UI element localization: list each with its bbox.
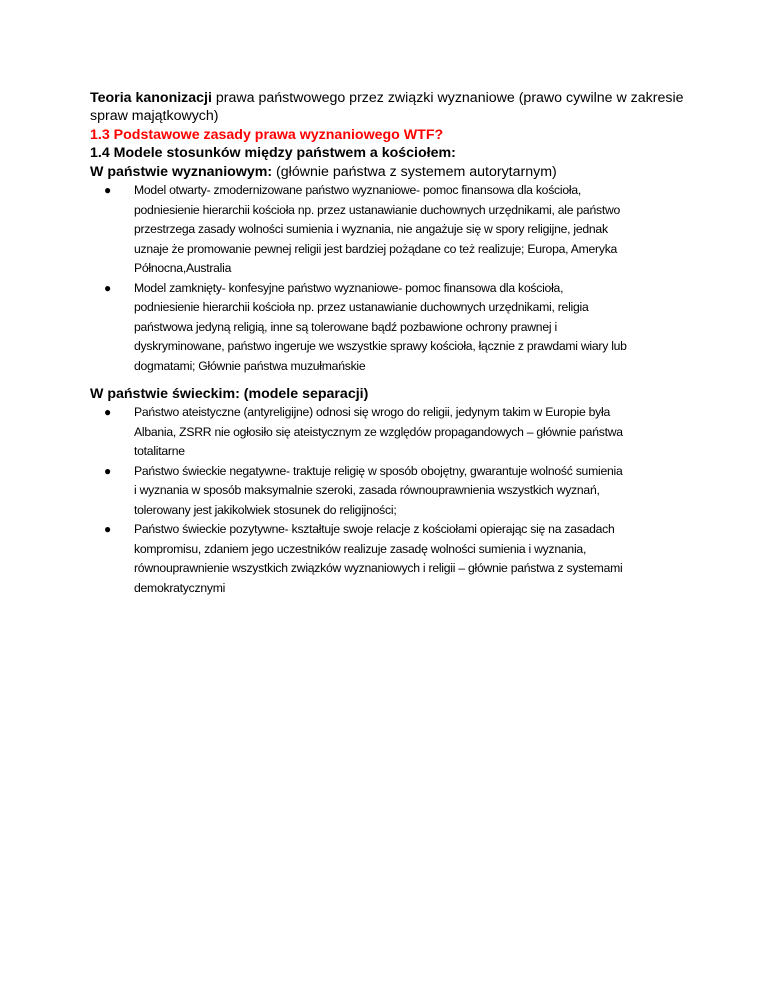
intro-text: prawa państwowego przez związki wyznaniowe (prawo cywilne w zakresie: [211, 90, 684, 106]
confessional-models-list: [90, 181, 690, 376]
list-item-line: Model otwarty- zmodernizowane państwo wyznaniowe- pomoc finansowa dla kościoła,: [134, 183, 581, 198]
intro-bold-term: Teoria kanonizacji: [90, 90, 212, 106]
intro-line-2: spraw majątkowych): [90, 108, 219, 125]
list-item: [90, 181, 690, 279]
list-item-line: dogmatami; Głównie państwa muzułmańskie: [134, 358, 366, 373]
list-item-line: totalitarne: [134, 444, 185, 459]
bullet-icon: ●: [104, 405, 111, 420]
list-item-line: uznaje że promowanie pewnej religii jest bardziej pożądane co też realizuje; Europa, Ameryka: [134, 241, 618, 256]
list-item-line: Państwo świeckie pozytywne- kształtuje swoje relacje z kościołami opierając się na zasadach: [134, 522, 615, 537]
document-page: [90, 89, 690, 598]
list-item-line: równouprawnienie wszystkich związków wyznaniowych i religii – głównie państwa z systemami: [134, 561, 623, 576]
list-item: [90, 520, 690, 598]
list-item-line: Albania, ZSRR nie ogłosiło się ateistycznym ze względów propagandowych – głównie państwa: [134, 424, 623, 439]
list-item-line: podniesienie hierarchii kościoła np. przez ustanawianie duchownych urzędnikami, ale państwo: [134, 202, 621, 217]
list-item-line: przestrzega zasady wolności sumienia i wyznania, nie angażuje się w spory religijne, jednak: [134, 222, 608, 237]
list-item-line: i wyznania w sposób maksymalnie szeroki, zasada równouprawnienia wszystkich wyznań,: [134, 483, 600, 498]
list-item: [90, 403, 690, 462]
list-item-line: dyskryminowane, państwo ingeruje we wszystkie sprawy kościoła, łącznie z prawdami wiary lub: [134, 339, 627, 354]
list-item-line: Państwo świeckie negatywne- traktuje religię w sposób obojętny, gwarantuje wolność sumienia: [134, 463, 623, 478]
section-title-bold: W państwie wyznaniowym:: [90, 163, 273, 180]
bullet-icon: ●: [104, 463, 111, 478]
list-item: [90, 462, 690, 521]
bullet-icon: ●: [104, 183, 111, 198]
heading-1-3: 1.3 Podstawowe zasady prawa wyznaniowego WTF?: [90, 126, 444, 143]
section-title-note: (głównie państwa z systemem autorytarnym): [272, 163, 557, 180]
list-item-line: podniesienie hierarchii kościoła np. przez ustanawianie duchownych urzędnikami, religia: [134, 300, 589, 315]
list-item-line: demokratycznymi: [134, 580, 226, 595]
bullet-icon: ●: [104, 280, 111, 295]
list-item-line: Państwo ateistyczne (antyreligijne) odnosi się wrogo do religii, jedynym takim w Europie była: [134, 405, 610, 420]
list-item-line: kompromisu, zdaniem jego uczestników realizuje zasadę wolności sumienia i wyznania,: [134, 541, 587, 556]
list-item-line: państwowa jedyną religią, inne są tolerowane bądź pozbawione ochrony prawnej i: [134, 319, 557, 334]
secular-models-list: [90, 403, 690, 598]
section-secular-title: W państwie świeckim: (modele separacji): [90, 386, 369, 403]
list-item-line: Północna,Australia: [134, 261, 232, 276]
list-item: [90, 279, 690, 377]
heading-1-4: 1.4 Modele stosunków między państwem a kościołem:: [90, 145, 456, 162]
list-item-line: Model zamknięty- konfesyjne państwo wyznaniowe- pomoc finansowa dla kościoła,: [134, 280, 564, 295]
section-confessional-title: [90, 163, 690, 181]
intro-line-1: [90, 89, 690, 107]
list-item-line: tolerowany jest jakikolwiek stosunek do religijności;: [134, 502, 397, 517]
bullet-icon: ●: [104, 522, 111, 537]
